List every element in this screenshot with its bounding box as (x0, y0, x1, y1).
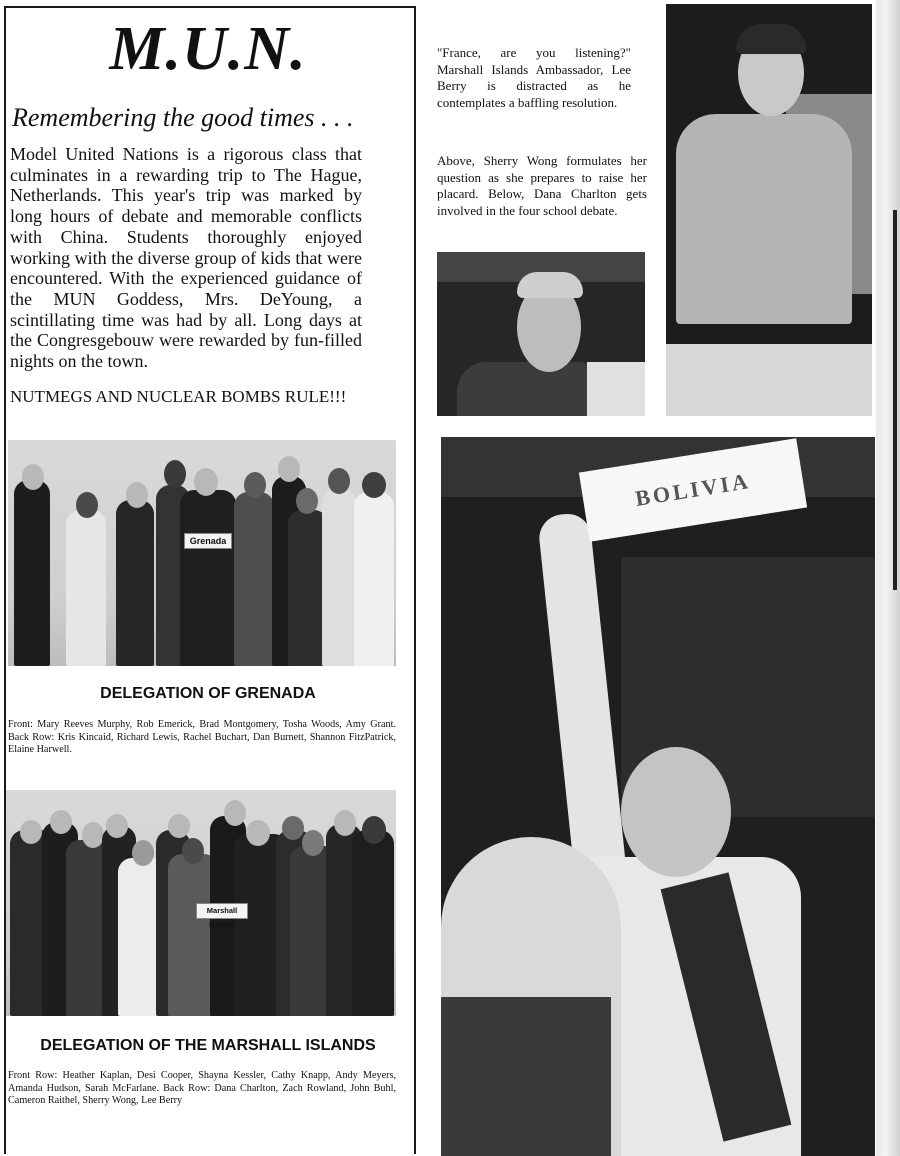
marshall-islands-group-photo (6, 790, 396, 1016)
grenada-heading: DELEGATION OF GRENADA (100, 685, 316, 702)
caption-sherry-dana: Above, Sherry Wong formulates her question as she prepares to raise her placard. Below, Dana Charlton gets involved in the four school debate. (437, 153, 647, 218)
page-title: M.U.N. (109, 15, 307, 83)
caption-lee-berry: "France, are you listening?" Marshall Islands Ambassador, Lee Berry is distracted as he contemplates a baffling resolution. (437, 45, 631, 110)
grenada-names: Front: Mary Reeves Murphy, Rob Emerick, Brad Montgomery, Tosha Woods, Amy Grant. Back Row: Kris Kincaid, Richard Lewis, Rachel Buchart, Dan Burnett, Shannon FitzPatrick, Elaine Harwell. (8, 719, 396, 755)
lee-berry-photo (666, 4, 872, 416)
page-gutter-shadow (893, 210, 897, 590)
sherry-wong-photo (437, 252, 645, 416)
slogan: NUTMEGS AND NUCLEAR BOMBS RULE!!! (10, 387, 347, 406)
bolivia-placard: BOLIVIA (579, 438, 807, 542)
marshall-islands-sign: Marshall Islands (196, 903, 248, 919)
grenada-sign: Grenada (184, 533, 232, 549)
marshall-islands-heading: DELEGATION OF THE MARSHALL ISLANDS (40, 1037, 376, 1054)
intro-paragraph: Model United Nations is a rigorous class that culminates in a rewarding trip to The Hague, Netherlands. This year's trip was marked by long hours of debate and memorable conflicts with China. Students thoroughly enjoyed working with the diverse group of kids that were encountered. With the experienced guidance of the MUN Goddess, Mrs. DeYoung, a scintillating time was had by all. Long days at the Congresgebouw were rewarded by fun-filled nights on the town. (10, 144, 362, 372)
marshall-islands-names: Front Row: Heather Kaplan, Desi Cooper, Shayna Kessler, Cathy Knapp, Andy Meyers, Amanda Hudson, Sarah McFarlane. Back Row: Dana Charlton, Zach Rowland, John Buhl, Cameron Raithel, Sherry Wong, Lee Berry (8, 1070, 396, 1106)
page-subtitle: Remembering the good times . . . (12, 103, 354, 132)
grenada-group-photo (8, 440, 396, 666)
dana-charlton-photo (441, 437, 875, 1156)
